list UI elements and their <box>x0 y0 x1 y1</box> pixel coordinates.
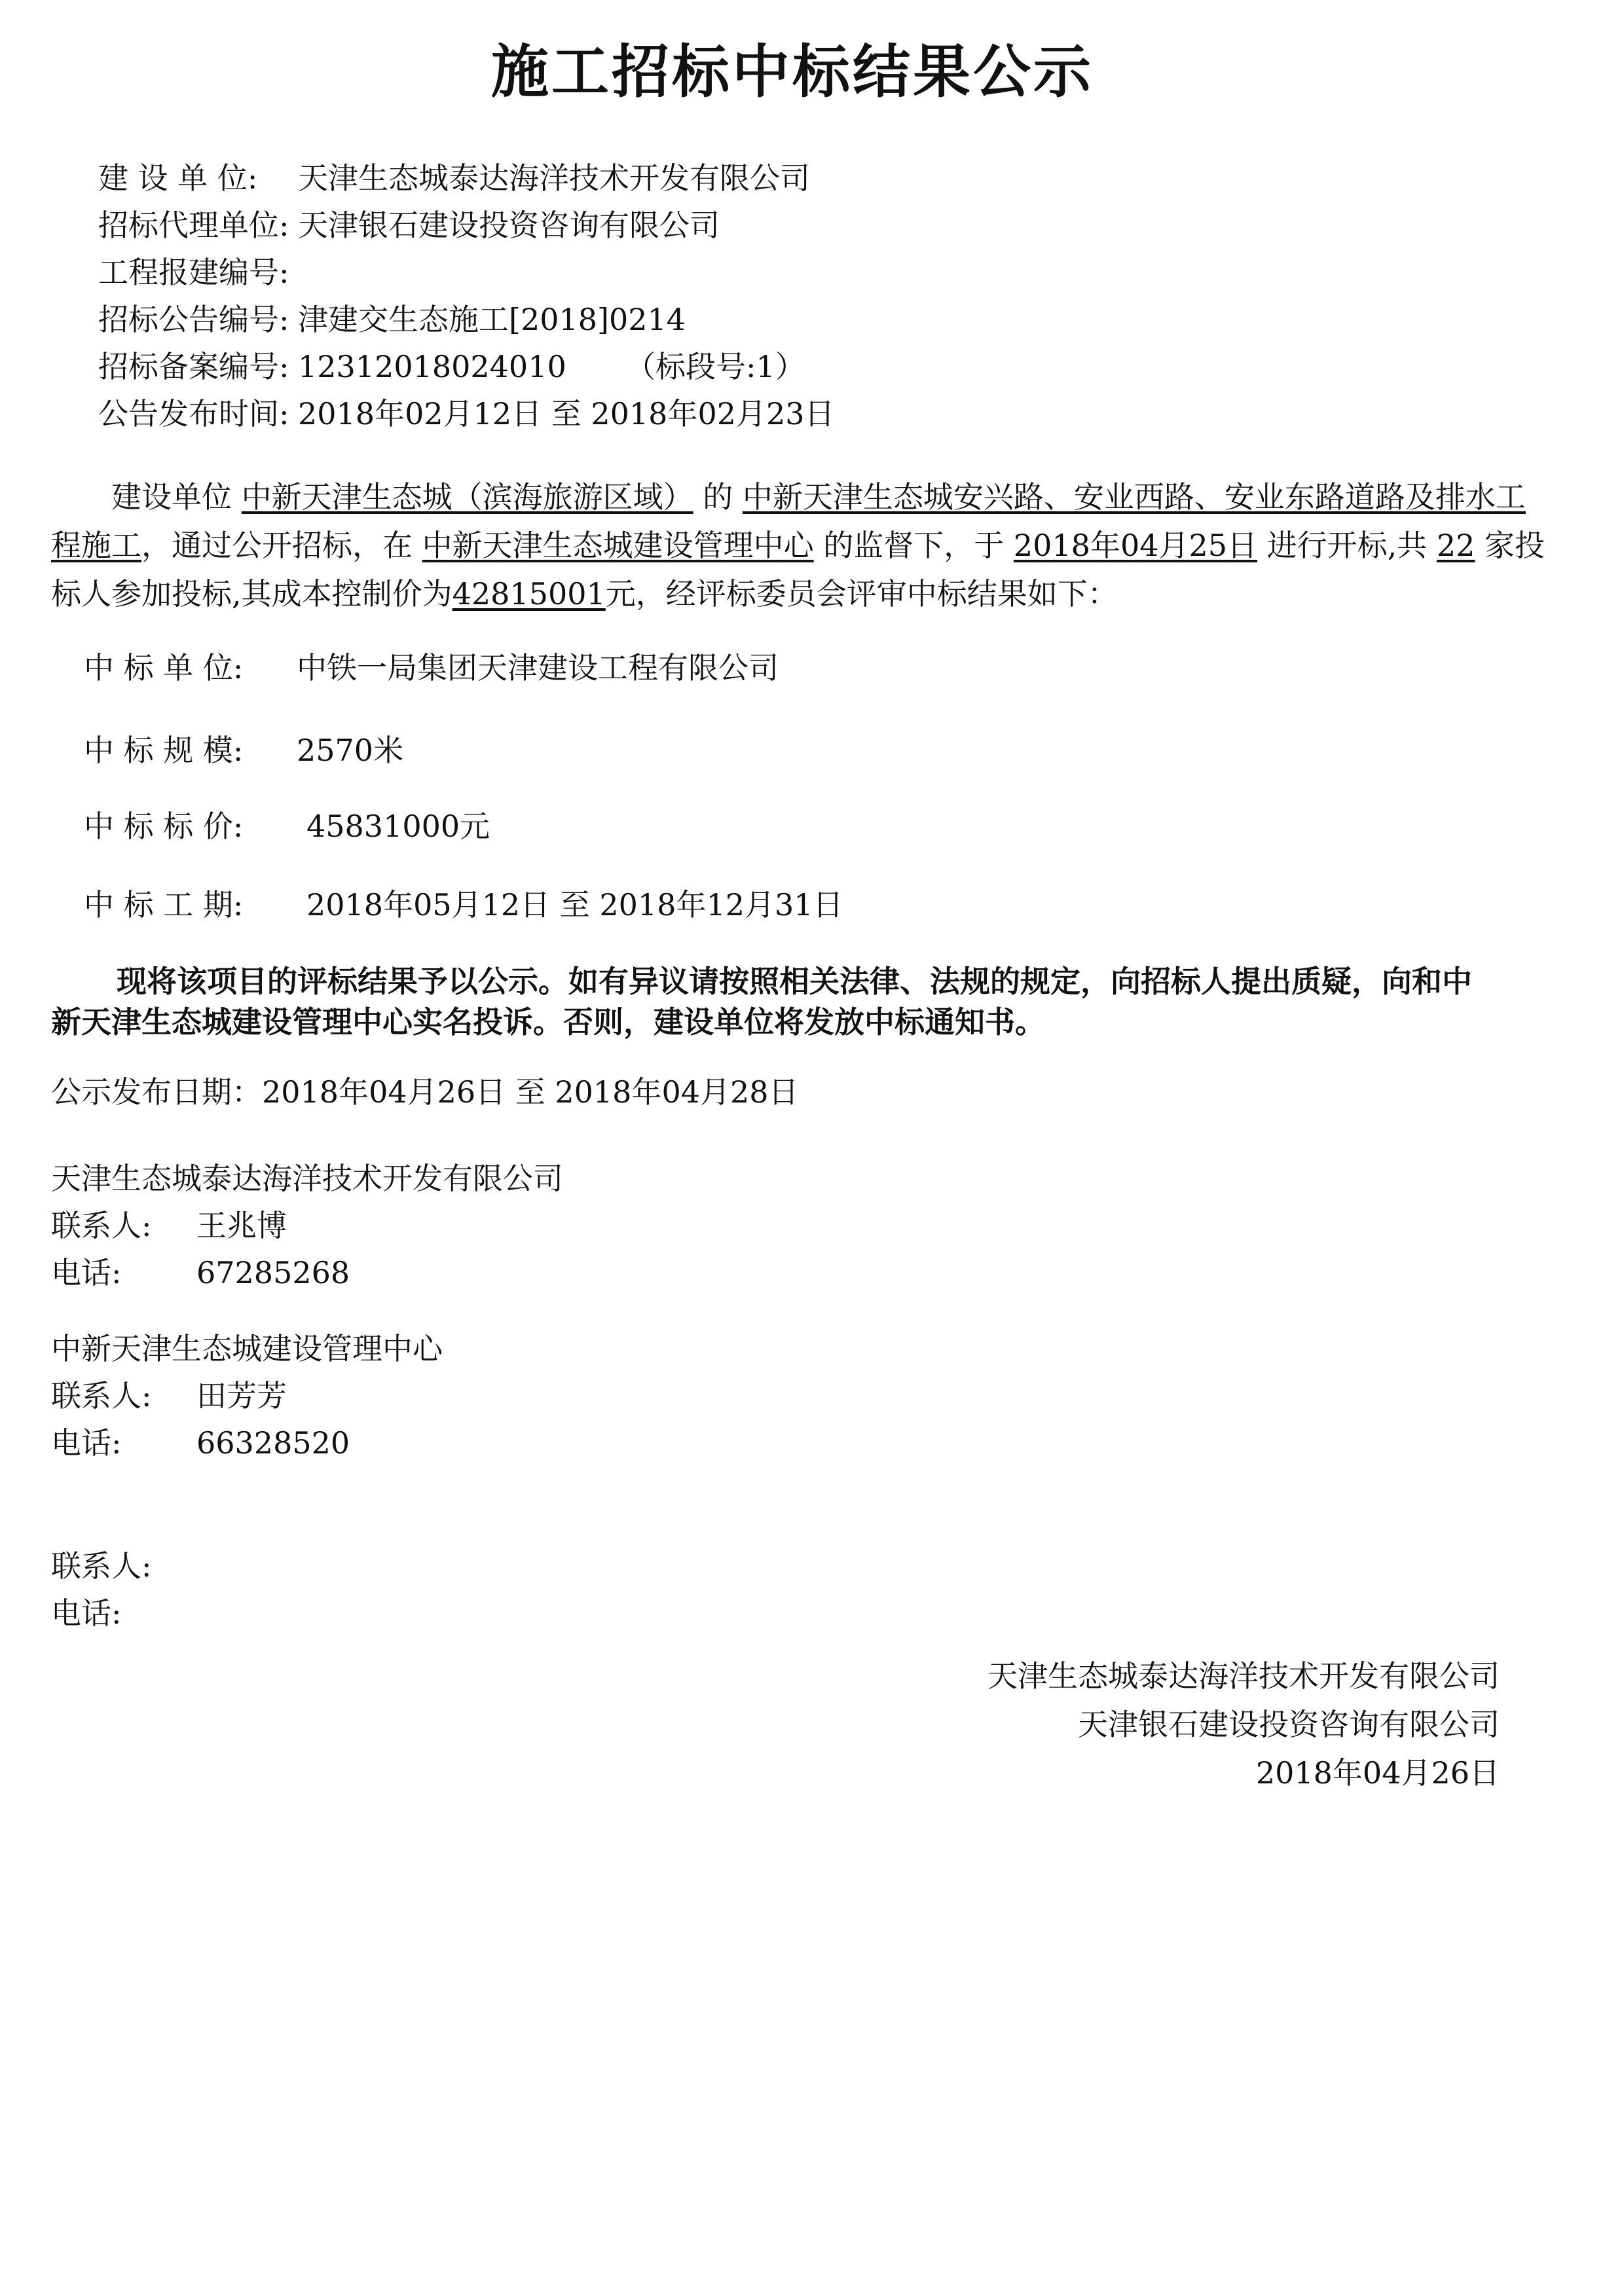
contact2-person-row <box>51 1376 287 1415</box>
project-name: 中新天津生态城安兴路、安业西路、安业东路道路及排水工程施工 <box>51 479 1526 563</box>
builder-label: 建 设 单 位: <box>98 160 258 196</box>
contact1-phone: 67285268 <box>196 1255 350 1290</box>
bidder-count: 22 <box>1436 528 1475 563</box>
scale-row <box>84 731 403 770</box>
supervisor-name: 中新天津生态城建设管理中心 <box>422 528 814 563</box>
public-date: 公示发布日期：2018年04月26日 至 2018年04月28日 <box>51 1074 799 1110</box>
price-label: 中 标 标 价: <box>84 809 244 844</box>
contact2-phone-row <box>51 1423 350 1463</box>
contact1-org: 天津生态城泰达海洋技术开发有限公司 <box>51 1161 563 1196</box>
page-title: 施工招标中标结果公示 <box>490 37 1094 105</box>
builder-row <box>98 158 810 198</box>
builder-value: 天津生态城泰达海洋技术开发有限公司 <box>298 160 810 196</box>
winner-value: 中铁一局集团天津建设工程有限公司 <box>297 650 779 685</box>
agent-value: 天津银石建设投资咨询有限公司 <box>298 208 720 243</box>
record-no-label: 招标备案编号: <box>98 349 289 384</box>
publish-time-row <box>98 394 835 433</box>
record-no-row <box>98 347 805 386</box>
contact1-person-label: 联系人: <box>51 1208 152 1243</box>
contact3-person-label: 联系人: <box>51 1548 152 1584</box>
contact2-org: 中新天津生态城建设管理中心 <box>51 1331 443 1366</box>
open-date: 2018年04月25日 <box>1013 528 1258 563</box>
project-no-label: 工程报建编号: <box>98 255 289 290</box>
price-row <box>84 807 490 846</box>
intro-text-4: 的监督下，于 <box>813 528 1014 563</box>
contact1-person-row <box>51 1206 287 1245</box>
period-value: 2018年05月12日 至 2018年12月31日 <box>306 887 843 922</box>
publish-time-value: 2018年02月12日 至 2018年02月23日 <box>298 396 835 431</box>
section-no-value: （标段号:1） <box>625 349 805 384</box>
announce-no-label: 招标公告编号: <box>98 302 289 337</box>
contact1-phone-row <box>51 1253 350 1292</box>
signature-org-2: 天津银石建设投资咨询有限公司 <box>1078 1707 1500 1742</box>
intro-text-6: 家投标人参加投标,其成本控制价为 <box>51 528 1545 611</box>
contact2-phone-label: 电话: <box>51 1425 122 1461</box>
intro-paragraph <box>51 473 1551 618</box>
control-price: 42815001 <box>452 576 606 611</box>
contact2-person: 田芳芳 <box>196 1378 287 1413</box>
intro-text-5: 进行开标,共 <box>1257 528 1437 563</box>
winner-label: 中 标 单 位: <box>84 650 244 685</box>
scale-value: 2570米 <box>297 733 404 768</box>
contact2-phone: 66328520 <box>196 1425 350 1461</box>
winner-row <box>84 648 779 687</box>
intro-text-7: 元，经评标委员会评审中标结果如下： <box>605 576 1118 611</box>
announce-no-value: 津建交生态施工[2018]0214 <box>298 302 686 337</box>
notice-paragraph: 现将该项目的评标结果予以公示。如有异议请按照相关法律、法规的规定，向招标人提出质疑，向和中新天津生态城建设管理中心实名投诉。否则，建设单位将发放中标通知书。 <box>51 964 1472 1040</box>
publish-time-label: 公告发布时间: <box>98 396 289 431</box>
contact1-person: 王兆博 <box>196 1208 287 1243</box>
contact2-person-label: 联系人: <box>51 1378 152 1413</box>
period-label: 中 标 工 期: <box>84 887 244 922</box>
period-row <box>84 885 843 924</box>
contact3-phone-label: 电话: <box>51 1595 122 1631</box>
scale-label: 中 标 规 模: <box>84 733 244 768</box>
intro-text-2: 的 <box>693 479 743 515</box>
contact1-phone-label: 电话: <box>51 1255 122 1290</box>
announce-no-row <box>98 300 686 339</box>
record-no-value: 12312018024010 <box>298 349 566 384</box>
project-no-row <box>98 253 289 292</box>
signature-org-1: 天津生态城泰达海洋技术开发有限公司 <box>987 1658 1500 1694</box>
signature-date: 2018年04月26日 <box>1255 1755 1500 1791</box>
intro-text-3: ，通过公开招标，在 <box>141 528 422 563</box>
price-value: 45831000元 <box>306 809 490 844</box>
owner-name: 中新天津生态城（滨海旅游区域） <box>241 479 693 515</box>
agent-label: 招标代理单位: <box>98 208 289 243</box>
intro-text-1: 建设单位 <box>111 479 242 515</box>
agent-row <box>98 206 720 245</box>
